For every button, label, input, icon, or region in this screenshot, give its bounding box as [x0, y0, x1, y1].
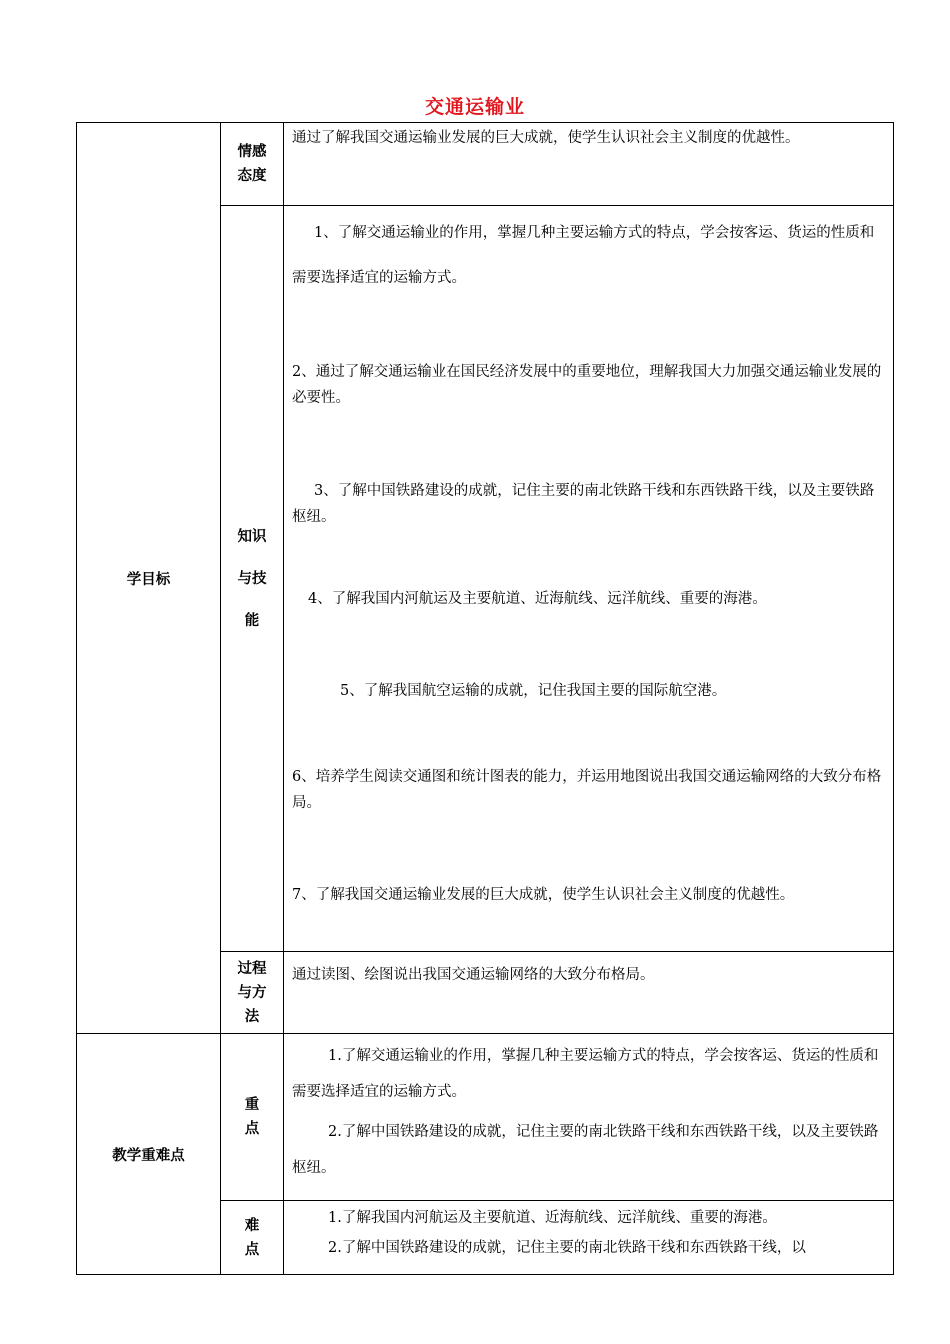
page-title: 交通运输业 [424, 96, 525, 118]
emotion-label [221, 123, 284, 206]
process-text: 通过读图、绘图说出我国交通运输网络的大致分布格局。 [292, 967, 655, 983]
knowledge-label-line: 知识 [237, 528, 267, 545]
emotion-content [284, 123, 894, 206]
knowledge-label [221, 206, 284, 952]
lesson-plan-table [76, 122, 894, 1275]
table-row [77, 123, 894, 206]
list-item: 2.了解中国铁路建设的成就，记住主要的南北铁路干线和东西铁路干线，以 [328, 1240, 806, 1256]
list-item: 2.了解中国铁路建设的成就，记住主要的南北铁路干线和东西铁路干线，以及主要铁路枢纽。 [292, 1124, 879, 1176]
objectives-label: 学目标 [77, 123, 221, 1034]
key-points-content [284, 1034, 894, 1201]
key-points-label-line: 重 [244, 1097, 260, 1113]
process-label [221, 952, 284, 1034]
key-difficult-label: 教学重难点 [77, 1034, 221, 1275]
list-item: 7、了解我国交通运输业发展的巨大成就，使学生认识社会主义制度的优越性。 [292, 887, 795, 903]
emotion-label-line: 态度 [237, 168, 267, 184]
difficult-points-content [284, 1201, 894, 1275]
difficult-points-label-line: 点 [244, 1241, 260, 1258]
list-item: 2、通过了解交通运输业在国民经济发展中的重要地位，理解我国大力加强交通运输业发展的必要性。 [292, 364, 882, 406]
list-item: 5、了解我国航空运输的成就，记住我国主要的国际航空港。 [340, 683, 727, 699]
difficult-points-label-line: 难 [244, 1217, 260, 1234]
key-points-label [221, 1034, 284, 1201]
knowledge-label-line: 能 [244, 612, 260, 629]
knowledge-label-line: 与技 [237, 570, 267, 587]
list-item: 6、培养学生阅读交通图和统计图表的能力，并运用地图说出我国交通运输网络的大致分布格局。 [292, 769, 882, 811]
process-label-line: 法 [244, 1008, 260, 1025]
knowledge-content [284, 206, 894, 952]
list-item: 1、了解交通运输业的作用，掌握几种主要运输方式的特点，学会按客运、货运的性质和需要选择适宜的运输方式。 [292, 225, 875, 286]
emotion-label-line: 情感 [237, 144, 267, 160]
process-label-line: 过程 [237, 960, 267, 977]
table-row [77, 1034, 894, 1201]
list-item: 4、了解我国内河航运及主要航道、近海航线、远洋航线、重要的海港。 [308, 591, 767, 607]
list-item: 1.了解交通运输业的作用，掌握几种主要运输方式的特点，学会按客运、货运的性质和需要选择适宜的运输方式。 [292, 1048, 879, 1100]
process-content [284, 952, 894, 1034]
list-item: 3、了解中国铁路建设的成就，记住主要的南北铁路干线和东西铁路干线，以及主要铁路枢纽。 [292, 483, 875, 525]
process-label-line: 与方 [237, 984, 267, 1001]
difficult-points-label [221, 1201, 284, 1275]
emotion-text: 通过了解我国交通运输业发展的巨大成就，使学生认识社会主义制度的优越性。 [292, 130, 800, 146]
key-points-label-line: 点 [244, 1121, 260, 1137]
list-item: 1.了解我国内河航运及主要航道、近海航线、远洋航线、重要的海港。 [328, 1210, 777, 1226]
